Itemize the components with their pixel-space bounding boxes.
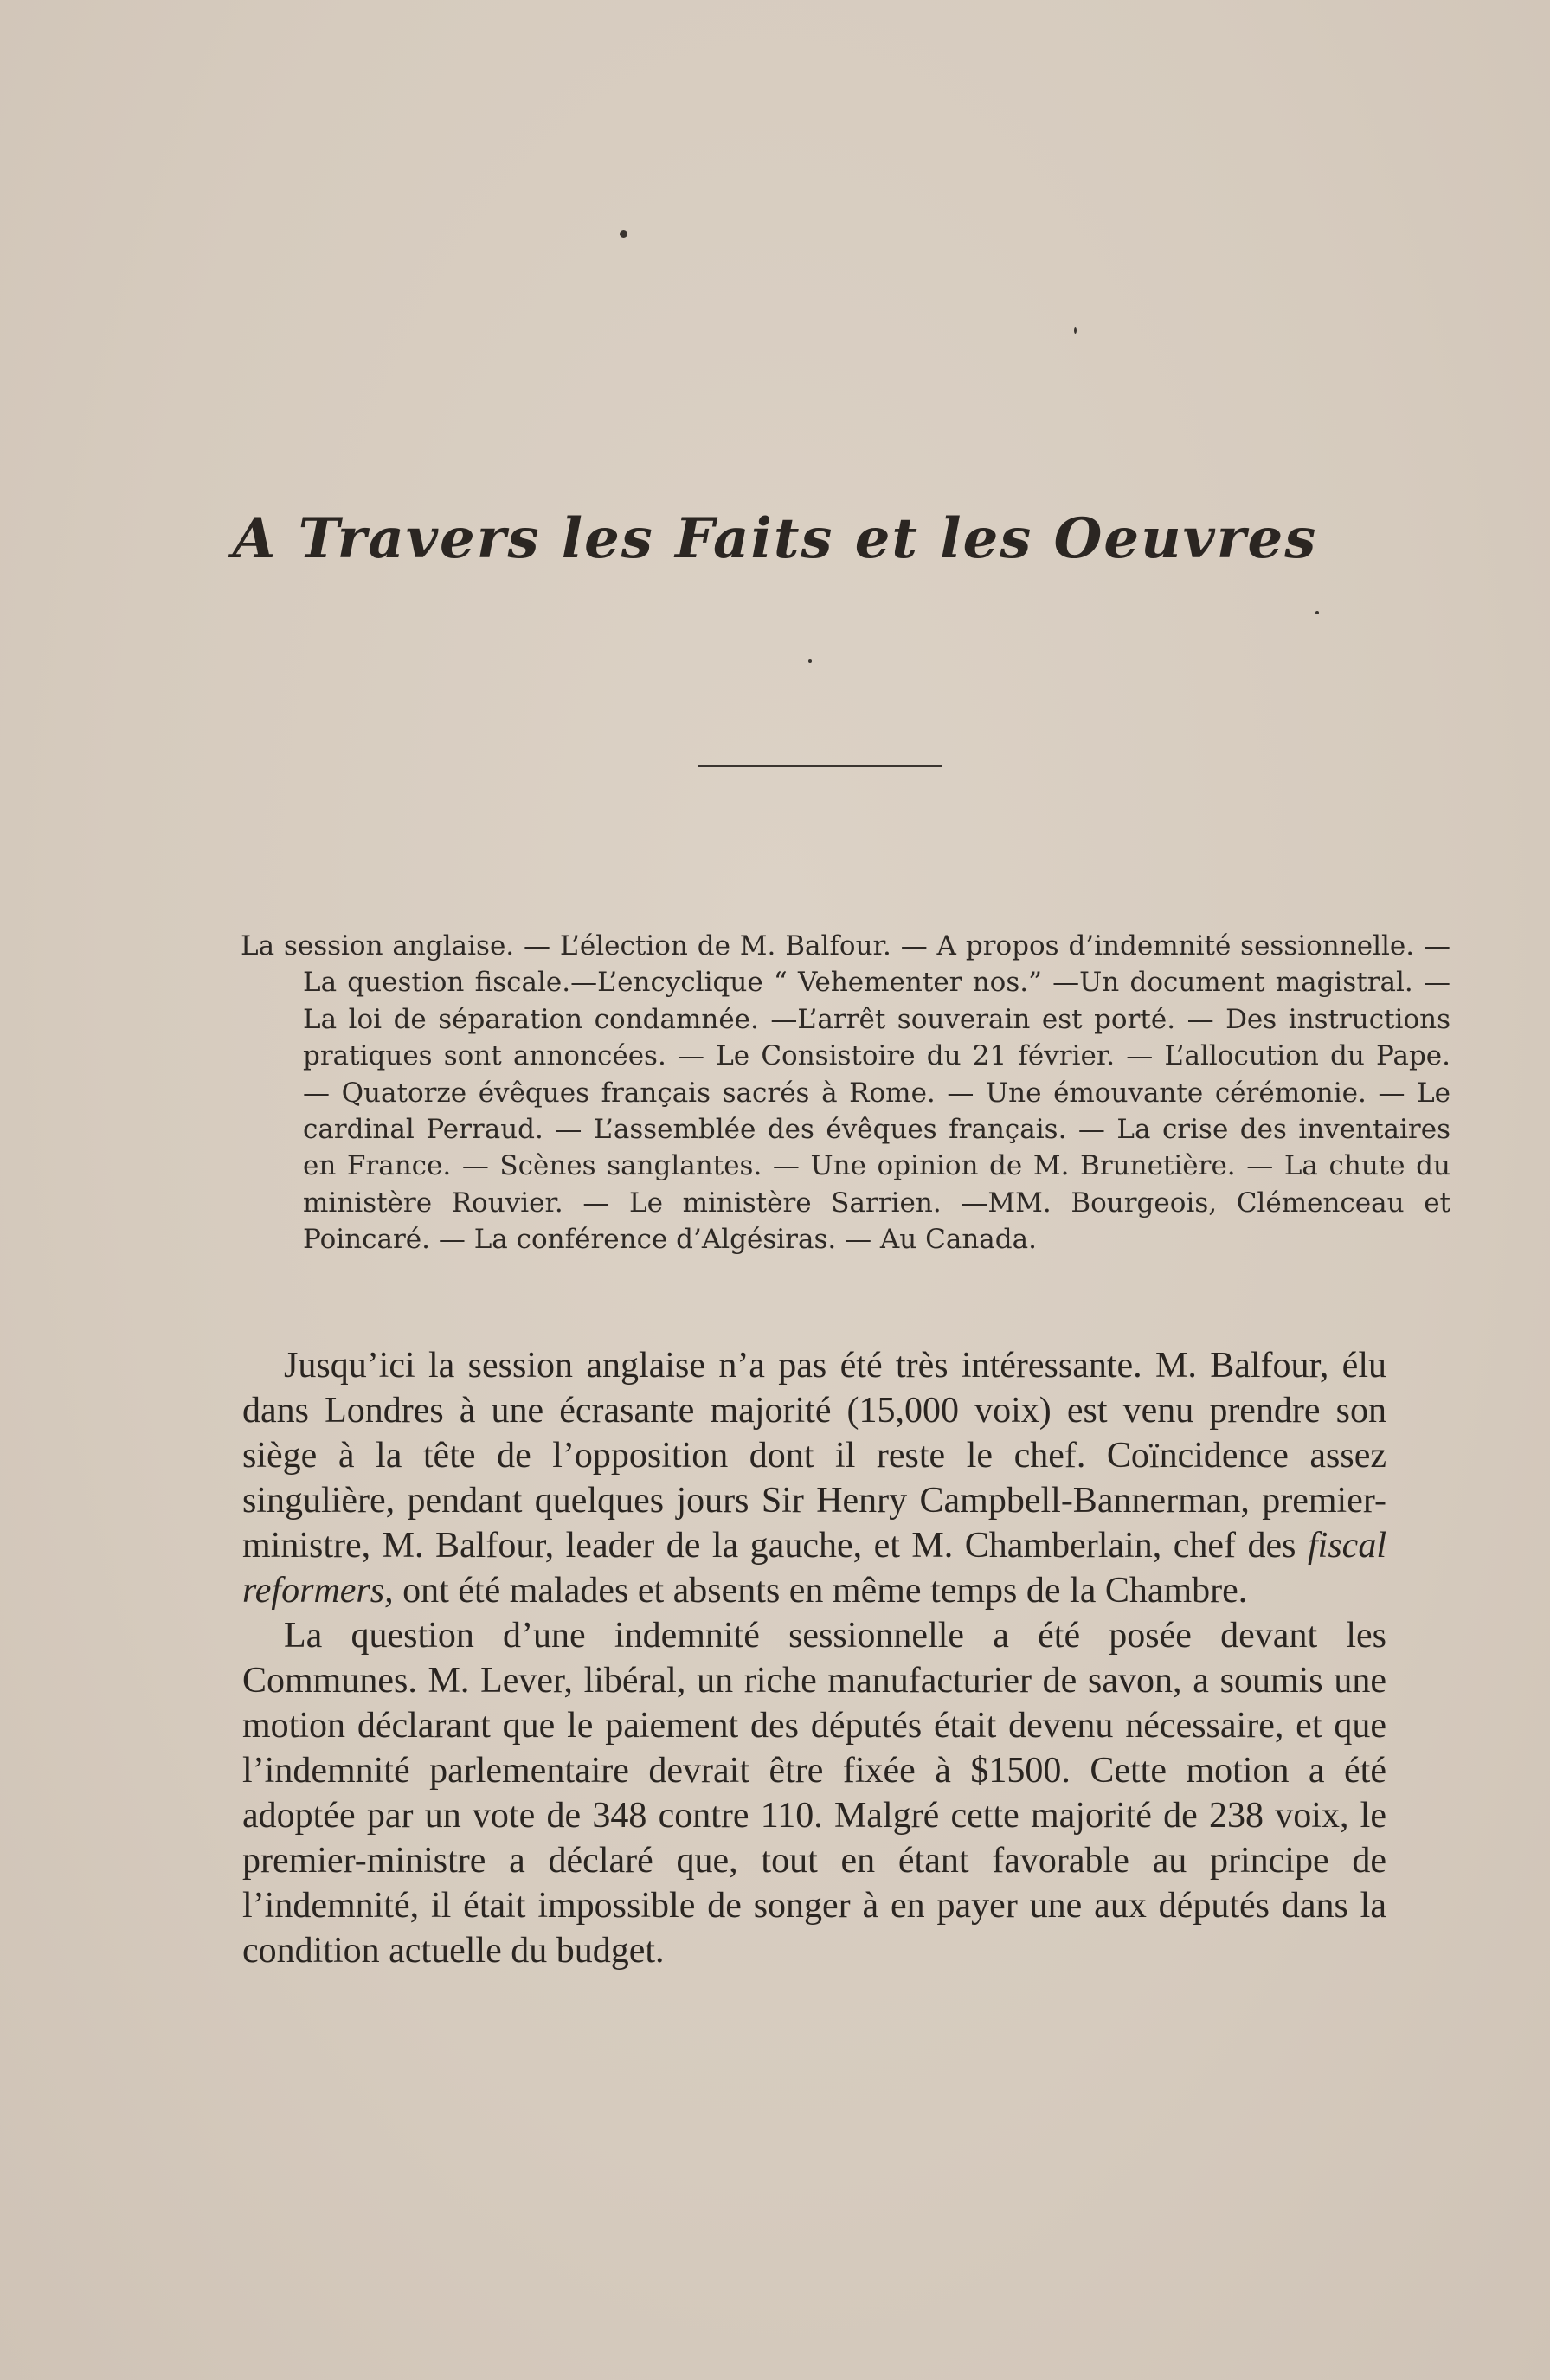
ink-speck xyxy=(808,659,812,663)
ink-speck xyxy=(1074,327,1077,334)
paragraph-1-italic: fiscal reformers, xyxy=(242,1526,1386,1611)
paragraph-1-text-end: ont été malades et absents en même temps de la Chambre. xyxy=(393,1571,1248,1611)
ink-speck xyxy=(1315,611,1319,614)
paragraph-1 xyxy=(242,1343,1386,1613)
ink-speck xyxy=(620,230,627,238)
title-divider xyxy=(698,765,942,767)
page-title: A Travers les Faits et les Oeuvres xyxy=(232,506,1318,571)
paragraph-1-text: Jusqu’ici la session anglaise n’a pas été très intéressante. M. Balfour, élu dans Londres à une écrasante majorité (15,000 voix) est venu prendre son siège à la tête de l’opposition dont il reste le chef. Coïncidence assez singulière, pendant quelques jours Sir Henry Campbell-Bannerman, premier-ministre, M. Balfour, leader de la gauche, et M. Chamberlain, chef des xyxy=(242,1346,1386,1566)
paragraph-2: La question d’une indemnité sessionnelle a été posée devant les Communes. M. Lever, libéral, un riche manufacturier de savon, a soumis une motion déclarant que le paiement des députés était devenu nécessaire, et que l’indemnité parlementaire devrait être fixée à $1500. Cette motion a été adoptée par un vote de 348 contre 110. Malgré cette majorité de 238 voix, le premier-ministre a déclaré que, tout en étant favorable au principe de l’indemnité, il était impossible de songer à en payer une aux députés dans la condition actuelle du budget. xyxy=(242,1616,1386,1971)
chapter-summary: La session anglaise. — L’élection de M. Balfour. — A propos d’indemnité sessionnelle. — La question fiscale.—L’encyclique “ Vehementer nos.” —Un document magistral. — La loi de séparation condamnée. —L’arrêt souverain est porté. — Des instructions pratiques sont annoncées. — Le Consistoire du 21 février. — L’allocution du Pape. — Quatorze évêques français sacrés à Rome. — Une émouvante cérémonie. — Le cardinal Perraud. — L’assemblée des évêques français. — La crise des inventaires en France. — Scènes sanglantes. — Une opinion de M. Brunetière. — La chute du ministère Rouvier. — Le ministère Sarrien. —MM. Bourgeois, Clémenceau et Poincaré. — La conférence d’Algésiras. — Au Canada. xyxy=(241,930,1450,1256)
article-body xyxy=(242,1343,1386,1973)
